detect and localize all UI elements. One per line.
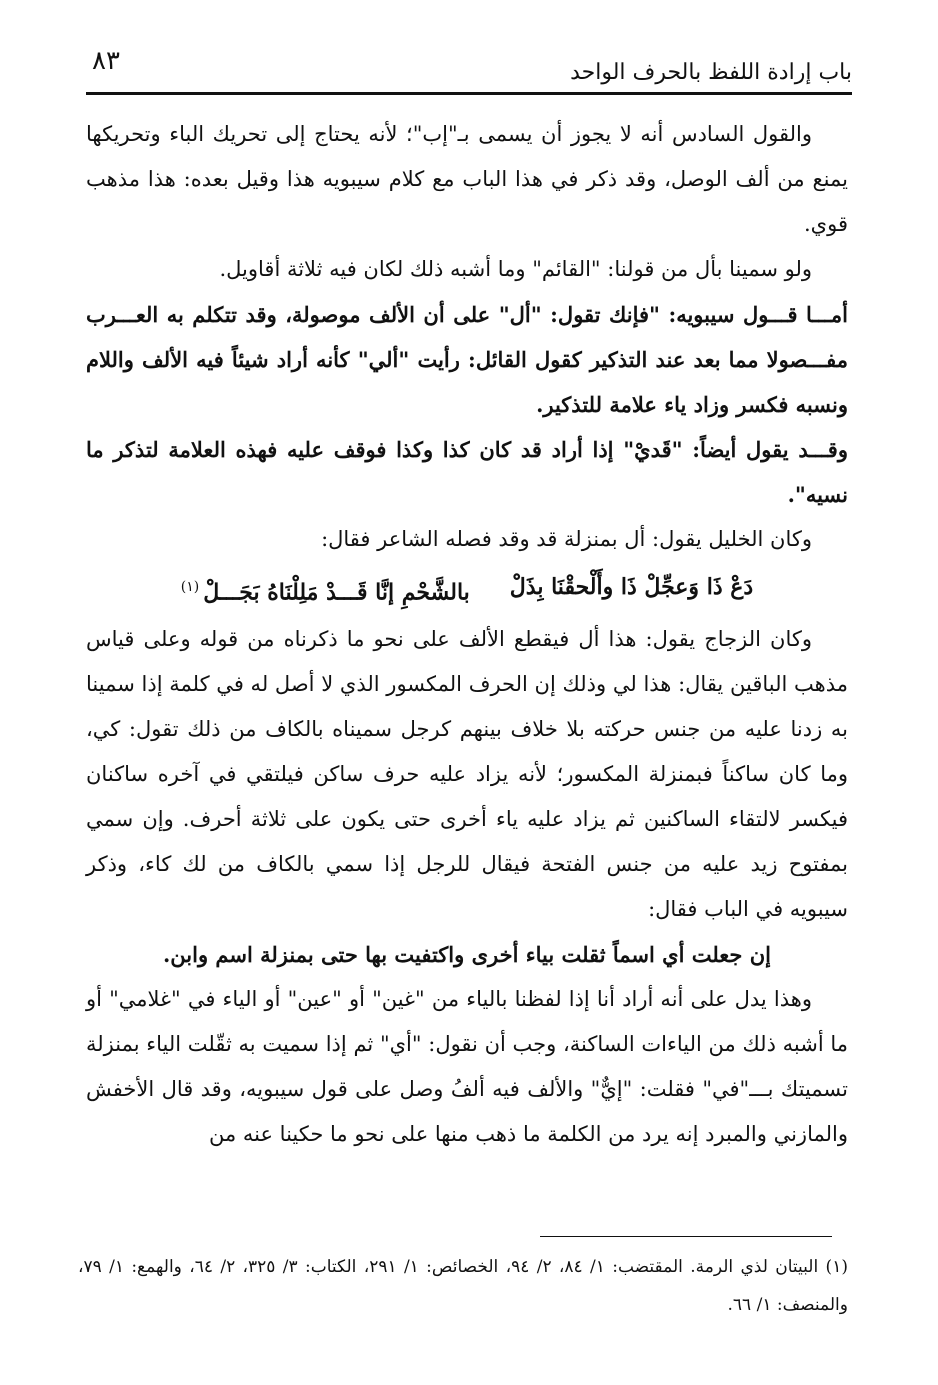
- paragraph-qadi: وقـــد يقول أيضاً: "قَديْ" إذا أراد قد كان كذا وكذا فوقف عليه فهذه العلامة لتذكر ما نسيه".: [86, 437, 848, 507]
- verse-second-hemistich: [181, 562, 470, 617]
- paragraph-ghain-ain: وهذا يدل على أنه أراد أنا إذا لفظنا بالياء من "غين" أو "عين" أو الياء في "غلامي" أو ما أشبه ذلك من الياءات الساكنة، وجب أن نقول: "أي" ثم إذا سميت به ثقّلت الياء بمنزلة تسميتك بـــ"في" فقلت: "إيٌّ" والألف فيه ألفُ وصل على قول سيبويه، وقد قال الأخفش والمازني والمبرد إنه يرد من الكلمة ما ذهب منها على نحو ما حكينا عنه من: [86, 987, 848, 1147]
- paragraph-sibawayh-quote: أمـــا قـــول سيبويه: "فإنك تقول: "أل" على أن الألف موصولة، وقد تتكلم به العـــرب مفـــصولا مما بعد عند التذكير كقول القائل: رأيت "ألي" كأنه أراد شيئاً فيه الألف واللام ونسبه فكسر وزاد ياء علامة للتذكير.: [86, 302, 848, 417]
- footnote-rule: [540, 1236, 832, 1237]
- paragraph-khalil: وكان الخليل يقول: أل بمنزلة قد وقد فصله الشاعر فقال:: [321, 527, 812, 551]
- footnotes: [78, 1248, 848, 1324]
- main-text: [86, 112, 848, 1157]
- verse-first-hemistich: دَعْ ذَا وَعجِّلْ ذَا وأَلْحقْنَا بِذَلْ: [509, 574, 754, 600]
- verse-second-text: بالشَّحْمِ إنَّا قَـــدْ مَلِلْنَاهُ بَجَـــلْ: [203, 579, 470, 606]
- paragraph-sixth-opinion: والقول السادس أنه لا يجوز أن يسمى بـ"إب"؛ لأنه يحتاج إلى تحريك الباء وتحريكها يمنع من ألف الوصل، وقد ذكر في هذا الباب مع كلام سيبويه هذا وقيل بعده: هذا مذهب قوي.: [86, 122, 848, 236]
- footnote-reference: (١): [180, 579, 200, 595]
- footnote-1: (١) البيتان لذي الرمة. المقتضب: ١/ ٨٤، ٢/ ٩٤، الخصائص: ١/ ٢٩١، الكتاب: ٣/ ٣٢٥، ٢/ ٦٤، والهمع: ١/ ٧٩، والمنصف: ١/ ٦٦.: [78, 1257, 848, 1315]
- paragraph-zajjaj: وكان الزجاج يقول: هذا أل فيقطع الألف على نحو ما ذكرناه من قوله وعلى قياس مذهب الباقين يقال: هذا لي وذلك إن الحرف المكسور الذي لا أصل له في كلمة إذا سمينا به زدنا عليه من جنس حركته بلا خلاف بينهم كرجل سميناه بالكاف من ذلك تقول: كي، وما كان ساكناً فبمنزلة المكسور؛ لأنه يزاد عليه حرف ساكن فيلتقي في آخره ساكنان فيكسر لالتقاء الساكنين ثم يزاد عليه ياء أخرى حتى يكون على ثلاثة أحرف. وإن سمي بمفتوح زيد عليه من جنس الفتحة فيقال للرجل إذا سمي بالكاف من لك كاء، وذكر سيبويه في الباب فقال:: [86, 627, 848, 922]
- running-title: باب إرادة اللفظ بالحرف الواحد: [570, 60, 852, 85]
- poetry-verse: [86, 562, 848, 617]
- page-header: [86, 40, 852, 92]
- paragraph-naming-al: ولو سمينا بأل من قولنا: "القائم" وما أشبه ذلك لكان فيه ثلاثة أقاويل.: [219, 257, 812, 281]
- page-number: ٨٣: [92, 46, 120, 76]
- paragraph-sibawayh-ay: إن جعلت أي اسماً ثقلت بياء أخرى واكتفيت بها حتى بمنزلة اسم وابن.: [163, 942, 771, 968]
- header-rule: [86, 92, 852, 95]
